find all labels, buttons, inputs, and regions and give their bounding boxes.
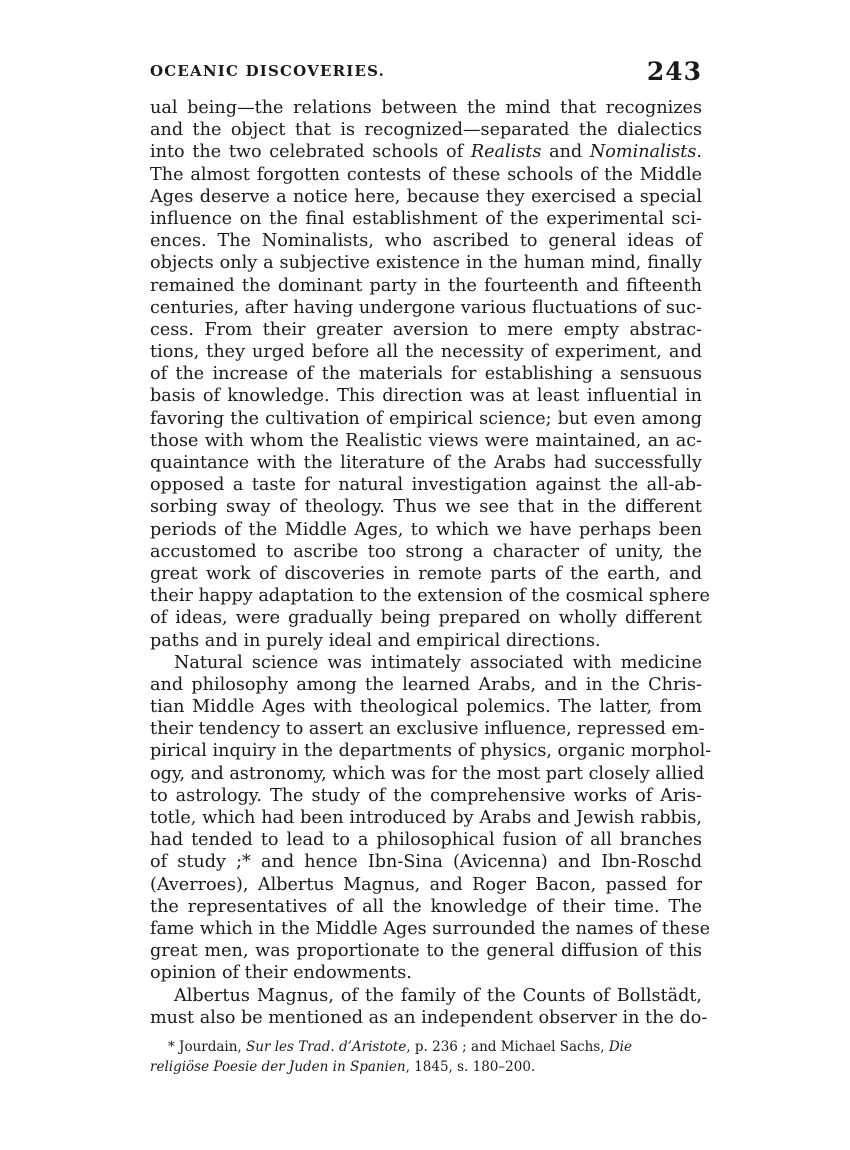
text-line: influence on the final establishment of the experimental sci-: [150, 208, 702, 229]
text-line: into the two celebrated schools of Realists and Nominalists.: [150, 142, 702, 163]
text-line: centuries, after having undergone various fluctuations of suc-: [150, 297, 702, 318]
text-line: of ideas, were gradually being prepared on wholly different: [150, 608, 702, 629]
text-line: remained the dominant party in the fourteenth and fifteenth: [150, 275, 702, 296]
running-head: OCEANIC DISCOVERIES.: [150, 62, 386, 80]
text-line: ual being—the relations between the mind that recognizes: [150, 98, 702, 118]
text-line: sorbing sway of theology. Thus we see that in the different: [150, 497, 702, 518]
body-text: [150, 97, 712, 1029]
text-line: of study ;* and hence Ibn-Sina (Avicenna) and Ibn-Roschd: [150, 852, 702, 873]
text-line: had tended to lead to a philosophical fusion of all branches: [150, 830, 702, 851]
text-line: Ages deserve a notice here, because they exercised a special: [150, 186, 702, 207]
text-line: cess. From their greater aversion to mere empty abstrac-: [150, 319, 702, 340]
text-line: great men, was proportionate to the general diffusion of this: [150, 941, 702, 962]
text-line: opinion of their endowments.: [150, 963, 412, 984]
text-line: Albertus Magnus, of the family of the Counts of Bollstädt,: [174, 985, 702, 1006]
text-line: periods of the Middle Ages, to which we have perhaps been: [150, 519, 702, 540]
text-line: must also be mentioned as an independent observer in the do-: [150, 1007, 708, 1028]
text-line: and the object that is recognized—separated the dialectics: [150, 120, 702, 141]
text-line: accustomed to ascribe too strong a character of unity, the: [150, 541, 702, 562]
text-line: objects only a subjective existence in the human mind, finally: [150, 253, 702, 274]
text-line: The almost forgotten contests of these schools of the Middle: [150, 164, 702, 185]
term-nominalists: Nominalists: [589, 142, 697, 163]
page-header: [0, 57, 702, 86]
text-line: of the increase of the materials for establishing a sensuous: [150, 364, 702, 385]
text-line: to astrology. The study of the comprehensive works of Aris-: [150, 785, 702, 806]
text-line: the representatives of all the knowledge of their time. The: [150, 896, 702, 917]
text-line: their happy adaptation to the extension of the cosmical sphere: [150, 586, 710, 607]
text-line: opposed a taste for natural investigation against the all-ab-: [150, 475, 702, 496]
text-line: quaintance with the literature of the Arabs had successfully: [150, 453, 702, 473]
text-line: totle, which had been introduced by Arabs and Jewish rabbis,: [150, 808, 702, 828]
term-realists: Realists: [470, 142, 542, 163]
text-line: fame which in the Middle Ages surrounded the names of these: [150, 918, 711, 939]
text-line: those with whom the Realistic views were maintained, an ac-: [150, 430, 702, 451]
text-line: ogy, and astronomy, which was for the most part closely allied: [150, 763, 705, 784]
text-line: ences. The Nominalists, who ascribed to general ideas of: [150, 231, 702, 252]
text-line: their tendency to assert an exclusive influence, repressed em-: [150, 719, 705, 740]
text-line: paths and in purely ideal and empirical directions.: [150, 630, 601, 651]
text-line: pirical inquiry in the departments of physics, organic morphol-: [150, 741, 712, 762]
text-line: (Averroes), Albertus Magnus, and Roger Bacon, passed for: [150, 874, 702, 895]
footnote-title: religiöse Poesie der Juden in Spanien: [150, 1059, 406, 1075]
footnote-line: * Jourdain, Sur les Trad. d’Aristote, p. 236 ; and Michael Sachs, Die: [168, 1039, 632, 1055]
footnote-title: Sur les Trad. d’Aristote: [246, 1039, 407, 1055]
footnote: [150, 1037, 702, 1077]
text-line: great work of discoveries in remote parts of the earth, and: [150, 563, 702, 584]
text-line: basis of knowledge. This direction was at least influential in: [150, 386, 702, 407]
text-line: Natural science was intimately associated with medicine: [174, 652, 702, 673]
text-line: tions, they urged before all the necessity of experiment, and: [150, 342, 702, 363]
text-line: favoring the cultivation of empirical science; but even among: [150, 408, 702, 429]
text-line: tian Middle Ages with theological polemics. The latter, from: [150, 697, 702, 718]
footnote-line: religiöse Poesie der Juden in Spanien, 1845, s. 180–200.: [150, 1059, 536, 1075]
page-number: 243: [646, 57, 702, 86]
text-line: and philosophy among the learned Arabs, and in the Chris-: [150, 674, 702, 695]
